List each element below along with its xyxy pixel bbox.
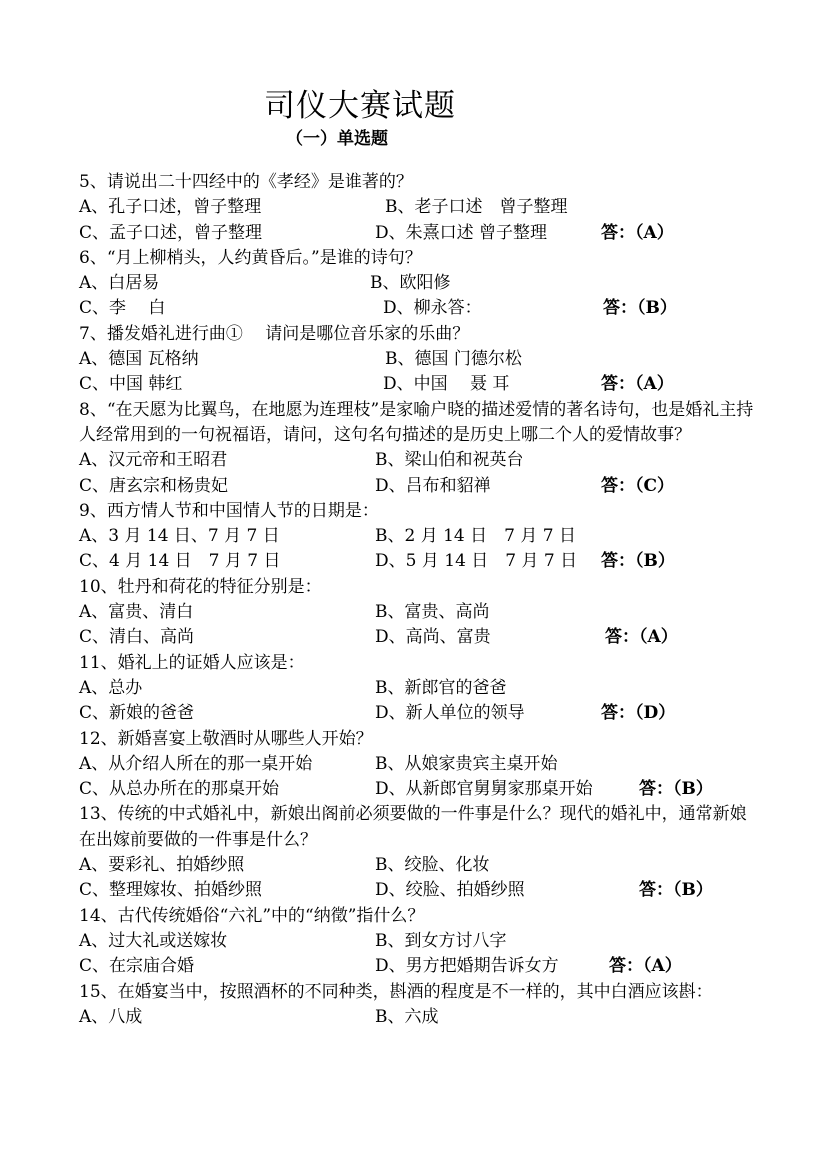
option-d: D、5 月 14 日 7 月 7 日 (375, 551, 578, 572)
option-a: A、从介绍人所在的那一桌开始 (79, 753, 313, 774)
answer: 答：（C） (601, 475, 675, 496)
option-row (79, 448, 759, 473)
option-b: B、德国 门德尔松 (385, 349, 522, 370)
option-b: B、2 月 14 日 7 月 7 日 (375, 526, 576, 547)
option-row (79, 549, 759, 574)
answer: 答：（A） (609, 956, 682, 977)
option-c: C、新娘的爸爸 (79, 703, 195, 724)
option-c: C、4 月 14 日 7 月 7 日 (79, 551, 281, 572)
answer: 答：（B） (639, 880, 713, 901)
page-title: 司仪大赛试题 (264, 88, 456, 124)
answer: 答：（A） (601, 374, 674, 395)
answer: 答：（A） (605, 627, 678, 648)
option-d: D、朱熹口述 曾子整理 (375, 222, 548, 243)
option-a: A、孔子口述，曾子整理 (79, 197, 262, 218)
option-row (79, 296, 759, 321)
option-row (79, 954, 759, 979)
option-b: B、梁山伯和祝英台 (375, 450, 524, 471)
option-a: A、德国 瓦格纳 (79, 349, 199, 370)
option-a: A、白居易 (79, 273, 160, 294)
option-d: D、新人单位的领导 (375, 703, 525, 724)
option-a: A、富贵、清白 (79, 602, 194, 623)
option-row (79, 676, 759, 701)
option-c: C、在宗庙合婚 (79, 956, 195, 977)
option-c: C、中国 韩红 (79, 374, 183, 395)
option-c: C、孟子口述，曾子整理 (79, 222, 263, 243)
option-row (79, 1005, 759, 1030)
option-c: C、唐玄宗和杨贵妃 (79, 475, 229, 496)
question-text: 11、婚礼上的证婚人应该是： (79, 652, 305, 673)
answer: 答：（B） (639, 779, 713, 800)
option-d: D、高尚、富贵 (375, 627, 491, 648)
option-d: D、中国 聂 耳 (383, 374, 510, 395)
option-a: A、3 月 14 日、7 月 7 日 (79, 526, 280, 547)
option-b: B、从娘家贵宾主桌开始 (375, 753, 558, 774)
option-d: D、柳永答： (383, 298, 482, 319)
option-row (79, 701, 759, 726)
option-row (79, 878, 759, 903)
question-text: 5、请说出二十四经中的《孝经》是谁著的？ (79, 172, 413, 192)
option-row (79, 347, 759, 372)
option-row (79, 221, 759, 246)
option-d: D、绞脸、拍婚纱照 (375, 880, 525, 901)
question-text: 8、“在天愿为比翼鸟，在地愿为连理枝”是家喻户晓的描述爱情的著名诗句，也是婚礼主持人经常用到的一句祝福语，请问，这句名句描述的是历史上哪二个人的爱情故事？ (79, 399, 754, 445)
option-c: C、从总办所在的那桌开始 (79, 779, 280, 800)
section-subtitle: （一）单选题 (286, 129, 388, 149)
answer: 答：（B） (601, 551, 675, 572)
option-b: B、绞脸、化妆 (375, 855, 490, 876)
answer: 答：（D） (601, 703, 676, 724)
option-d: D、从新郎官舅舅家那桌开始 (375, 779, 593, 800)
option-row (79, 195, 759, 220)
question-text: 6、“月上柳梢头，人约黄昏后。”是谁的诗句？ (79, 247, 422, 268)
question-text: 12、新婚喜宴上敬酒时从哪些人开始？ (79, 728, 373, 749)
option-b: B、欧阳修 (370, 273, 451, 294)
option-c: C、清白、高尚 (79, 627, 195, 648)
option-c: C、李 白 (79, 298, 166, 319)
question-text: 10、牡丹和荷花的特征分别是： (79, 576, 322, 597)
option-a: A、过大礼或送嫁妆 (79, 930, 228, 951)
option-c: C、整理嫁妆、拍婚纱照 (79, 880, 263, 901)
option-a: A、要彩礼、拍婚纱照 (79, 855, 245, 876)
option-row (79, 372, 759, 397)
option-row (79, 752, 759, 777)
option-a: A、总办 (79, 677, 143, 698)
option-row (79, 625, 759, 650)
question-text: 7、播发婚礼进行曲① 请问是哪位音乐家的乐曲？ (79, 323, 470, 344)
option-d: D、男方把婚期告诉女方 (375, 956, 559, 977)
answer: 答：（A） (601, 222, 674, 243)
option-row (79, 524, 759, 549)
option-b: B、新郎官的爸爸 (375, 677, 507, 698)
answer: 答：（B） (603, 298, 677, 319)
option-row (79, 271, 759, 296)
option-a: A、八成 (79, 1006, 143, 1027)
option-b: B、六成 (375, 1006, 439, 1027)
option-b: B、老子口述 曾子整理 (385, 197, 568, 218)
option-b: B、到女方讨八字 (375, 930, 507, 951)
option-row (79, 474, 759, 499)
question-list (79, 170, 759, 1030)
option-row (79, 777, 759, 802)
question-text: 15、在婚宴当中，按照酒杯的不同种类，斟酒的程度是不一样的，其中白酒应该斟： (79, 981, 713, 1002)
option-a: A、汉元帝和王昭君 (79, 450, 228, 471)
question-text: 9、西方情人节和中国情人节的日期是： (79, 500, 379, 521)
option-row (79, 853, 759, 878)
question-text: 14、古代传统婚俗“六礼”中的“纳徵”指什么？ (79, 905, 425, 926)
option-d: D、吕布和貂禅 (375, 475, 491, 496)
question-text: 13、传统的中式婚礼中，新娘出阁前必须要做的一件事是什么？现代的婚礼中，通常新娘在出嫁前要做的一件事是什么？ (79, 804, 747, 850)
option-b: B、富贵、高尚 (375, 602, 490, 623)
option-row (79, 929, 759, 954)
option-row (79, 600, 759, 625)
